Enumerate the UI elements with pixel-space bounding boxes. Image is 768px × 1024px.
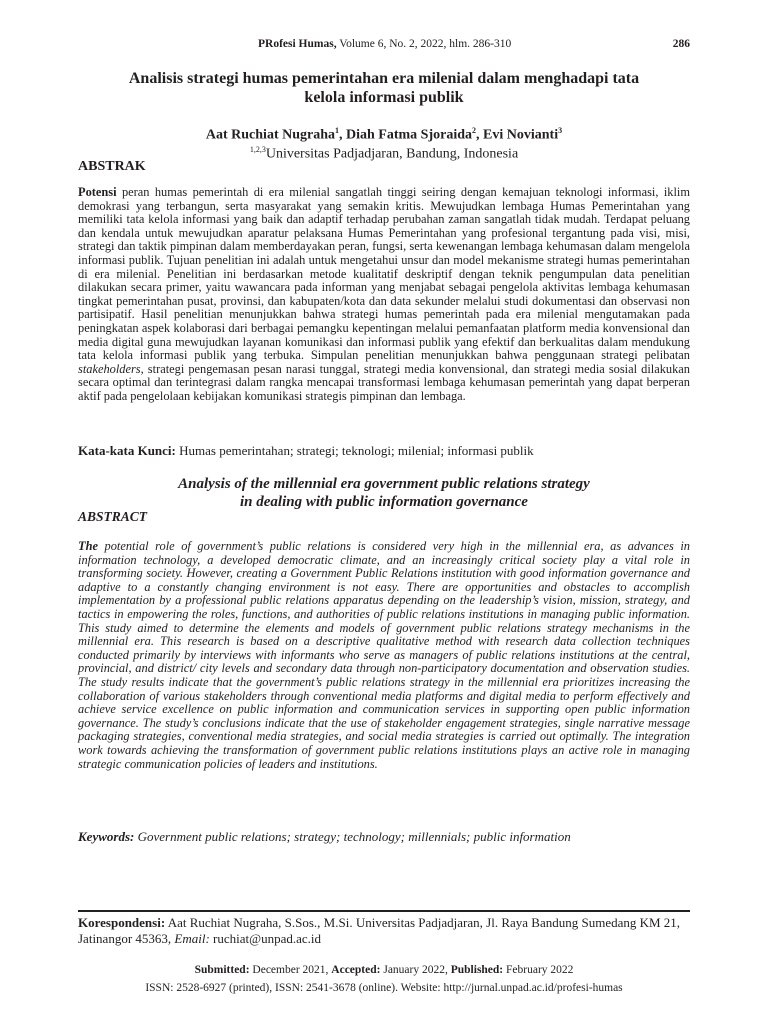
issn-line: ISSN: 2528-6927 (printed), ISSN: 2541-3678 (online). Website: http://jurnal.unpad.ac.id/profesi-humas [145,982,623,994]
keywords-label: Keywords: [78,829,135,844]
affiliation-marker: 1,2,3 [249,145,266,154]
published-date: February 2022 [503,964,574,976]
email-address[interactable]: ruchiat@unpad.ac.id [209,931,322,946]
email-label: Email: [174,931,210,946]
title-line-1: Analisis strategi humas pemerintahan era milenial dalam menghadapi tata [128,70,640,87]
author-1-affil: 1 [335,126,340,135]
journal-citation [258,38,511,50]
author-list [78,126,690,144]
abstrak-text-1: peran humas pemerintah di era milenial sangatlah tinggi seiring dengan kemajuan teknologi informasi, iklim demokrasi yang terbangun, serta masyarakat yang semakin kritis. Mewujudkan lembaga Humas Pemerintahan yang memiliki tata kelola informasi yang baik dan adaptif terhadap perubahan zaman sangatlah tidak mudah. Terdapat peluang dan kendala untuk mewujudkan aparatur pelaksana Humas Pemerintahan yang profesional tergantung pada visi, misi, strategi dan taktik pimpinan dalam memberdayakan peran, fungsi, serta kewenangan lembaga kehumasan dalam mengelola informasi publik. Tujuan penelitian ini adalah untuk mengetahui unsur dan model mekanisme strategi humas pemerintahan di era milenial. Penelitian ini berdasarkan metode kualitatif deskriptif dengan teknik pengumpulan data penelitian dilakukan secara primer, yaitu wawancara pada informan yang menjabat sebagai pengelola aktivitas lembaga kehumasan tingkat pemerintahan pusat, provinsi, dan kabupaten/kota dan data sekunder melalui studi dokumentasi dan observasi non partisipatif. Hasil penelitian menunjukkan bahwa strategi humas pemerintah pada era milenial mengutamakan pada peningkatan aspek kolaborasi dari berbagai pemangku kepentingan melalui pemanfaatan platform media konvensional dan media digital guna mewujudkan layanan komunikasi dan informasi publik yang efektif dan berkualitas dalam mendukung tata kelola informasi publik yang terbuka. Simpulan penelitian menunjukkan bahwa penggunaan strategi pelibatan [78,185,690,363]
article-title-english [78,475,690,511]
title-line-2: kelola informasi publik [304,89,464,106]
abstract-lead-word: The [78,539,98,553]
journal-name: PRofesi Humas, [258,38,337,50]
kata-kunci-label: Kata-kata Kunci: [78,443,176,458]
footer-divider [78,910,690,912]
abstract-body [78,540,690,771]
abstrak-heading: ABSTRAK [78,159,146,174]
journal-details: Volume 6, No. 2, 2022, hlm. 286-310 [336,38,512,50]
author-3-affil: 3 [558,126,563,135]
correspondence [78,915,690,947]
abstract-text: potential role of government’s public relations is considered very high in the millennial era, as advances in information technology, a developed democratic climate, and an increasingly critical society play a vital role in transforming society. However, creating a Government Public Relations institution with good information governance and adaptive to a constantly changing environment is not easy. There are opportunities and obstacles to accomplish implementation by a professional public relations apparatus depending on the leadership’s vision, mission, strategy, and tactics in empowering the roles, functions, and authorities of public relations institutions in managing public information. This study aimed to determine the elements and models of government public relations strategy mechanisms in the millennial era. This research is based on a descriptive qualitative method with research data collection techniques conducted primarily by interviews with informants who serve as managers of public relations institutions at the central, provincial, and district/ city levels and secondary data through non-participatory documentation and observation studies. The study results indicate that the government’s public relations strategy in the millennial era prioritizes increasing the collaboration of various stakeholders through conventional media platforms and digital media to perform effectively and achieve service excellence on public information and communication services in supporting open public information governance. The study’s conclusions indicate that the use of stakeholder engagement strategies, single narrative message packaging strategies, conventional media strategies, and social media strategies is carried out optimally. The integration work towards achieving the transformation of government public relations institutions plays an active role in managing strategic communication policies of leaders and institutions. [78,539,690,771]
author-2: Diah Fatma Sjoraida [346,127,473,143]
publication-dates [0,964,768,976]
correspondence-label: Korespondensi: [78,915,166,930]
published-label: Published: [450,964,504,976]
abstract-heading: ABSTRACT [78,509,148,524]
keywords-text: Government public relations; strategy; technology; millennials; public information [134,829,571,844]
author-1: Aat Ruchiat Nugraha [205,127,336,143]
author-separator: , [476,127,484,143]
abstrak-body [78,186,690,404]
author-3: Evi Novianti [483,127,559,143]
author-2-affil: 2 [472,126,477,135]
abstrak-text-2: , strategi pengemasan pesan narasi tunggal, strategi media konvensional, dan strategi media sosial dilakukan secara optimal dan terintegrasi dalam rangka mencapai transformasi lembaga kehumasan pemerintah yang dapat berperan aktif pada pengelolaan kebijakan komunikasi strategis pimpinan dan lembaga. [78,361,690,403]
abstrak-lead-word: Potensi [78,185,117,199]
article-title-indonesian [78,69,690,107]
kata-kunci [78,443,690,459]
submitted-date: December 2021, [249,964,332,976]
author-separator: , [339,127,347,143]
page-number: 286 [672,38,690,50]
en-title-line-2: in dealing with public information governance [240,494,528,510]
correspondence-text: Aat Ruchiat Nugraha, S.Sos., M.Si. Universitas Padjadjaran, Jl. Raya Bandung Sumedang KM 21, Jatinangor 45363, [78,915,681,946]
affiliation-text: Universitas Padjadjaran, Bandung, Indonesia [265,146,519,162]
affiliation [78,145,690,163]
en-title-line-1: Analysis of the millennial era government public relations strategy [178,476,590,492]
kata-kunci-text: Humas pemerintahan; strategi; teknologi; milenial; informasi publik [175,443,534,458]
accepted-date: January 2022, [380,964,451,976]
accepted-label: Accepted: [331,964,381,976]
submitted-label: Submitted: [194,964,250,976]
abstrak-italic-term: stakeholders [78,361,141,376]
keywords [78,829,690,845]
